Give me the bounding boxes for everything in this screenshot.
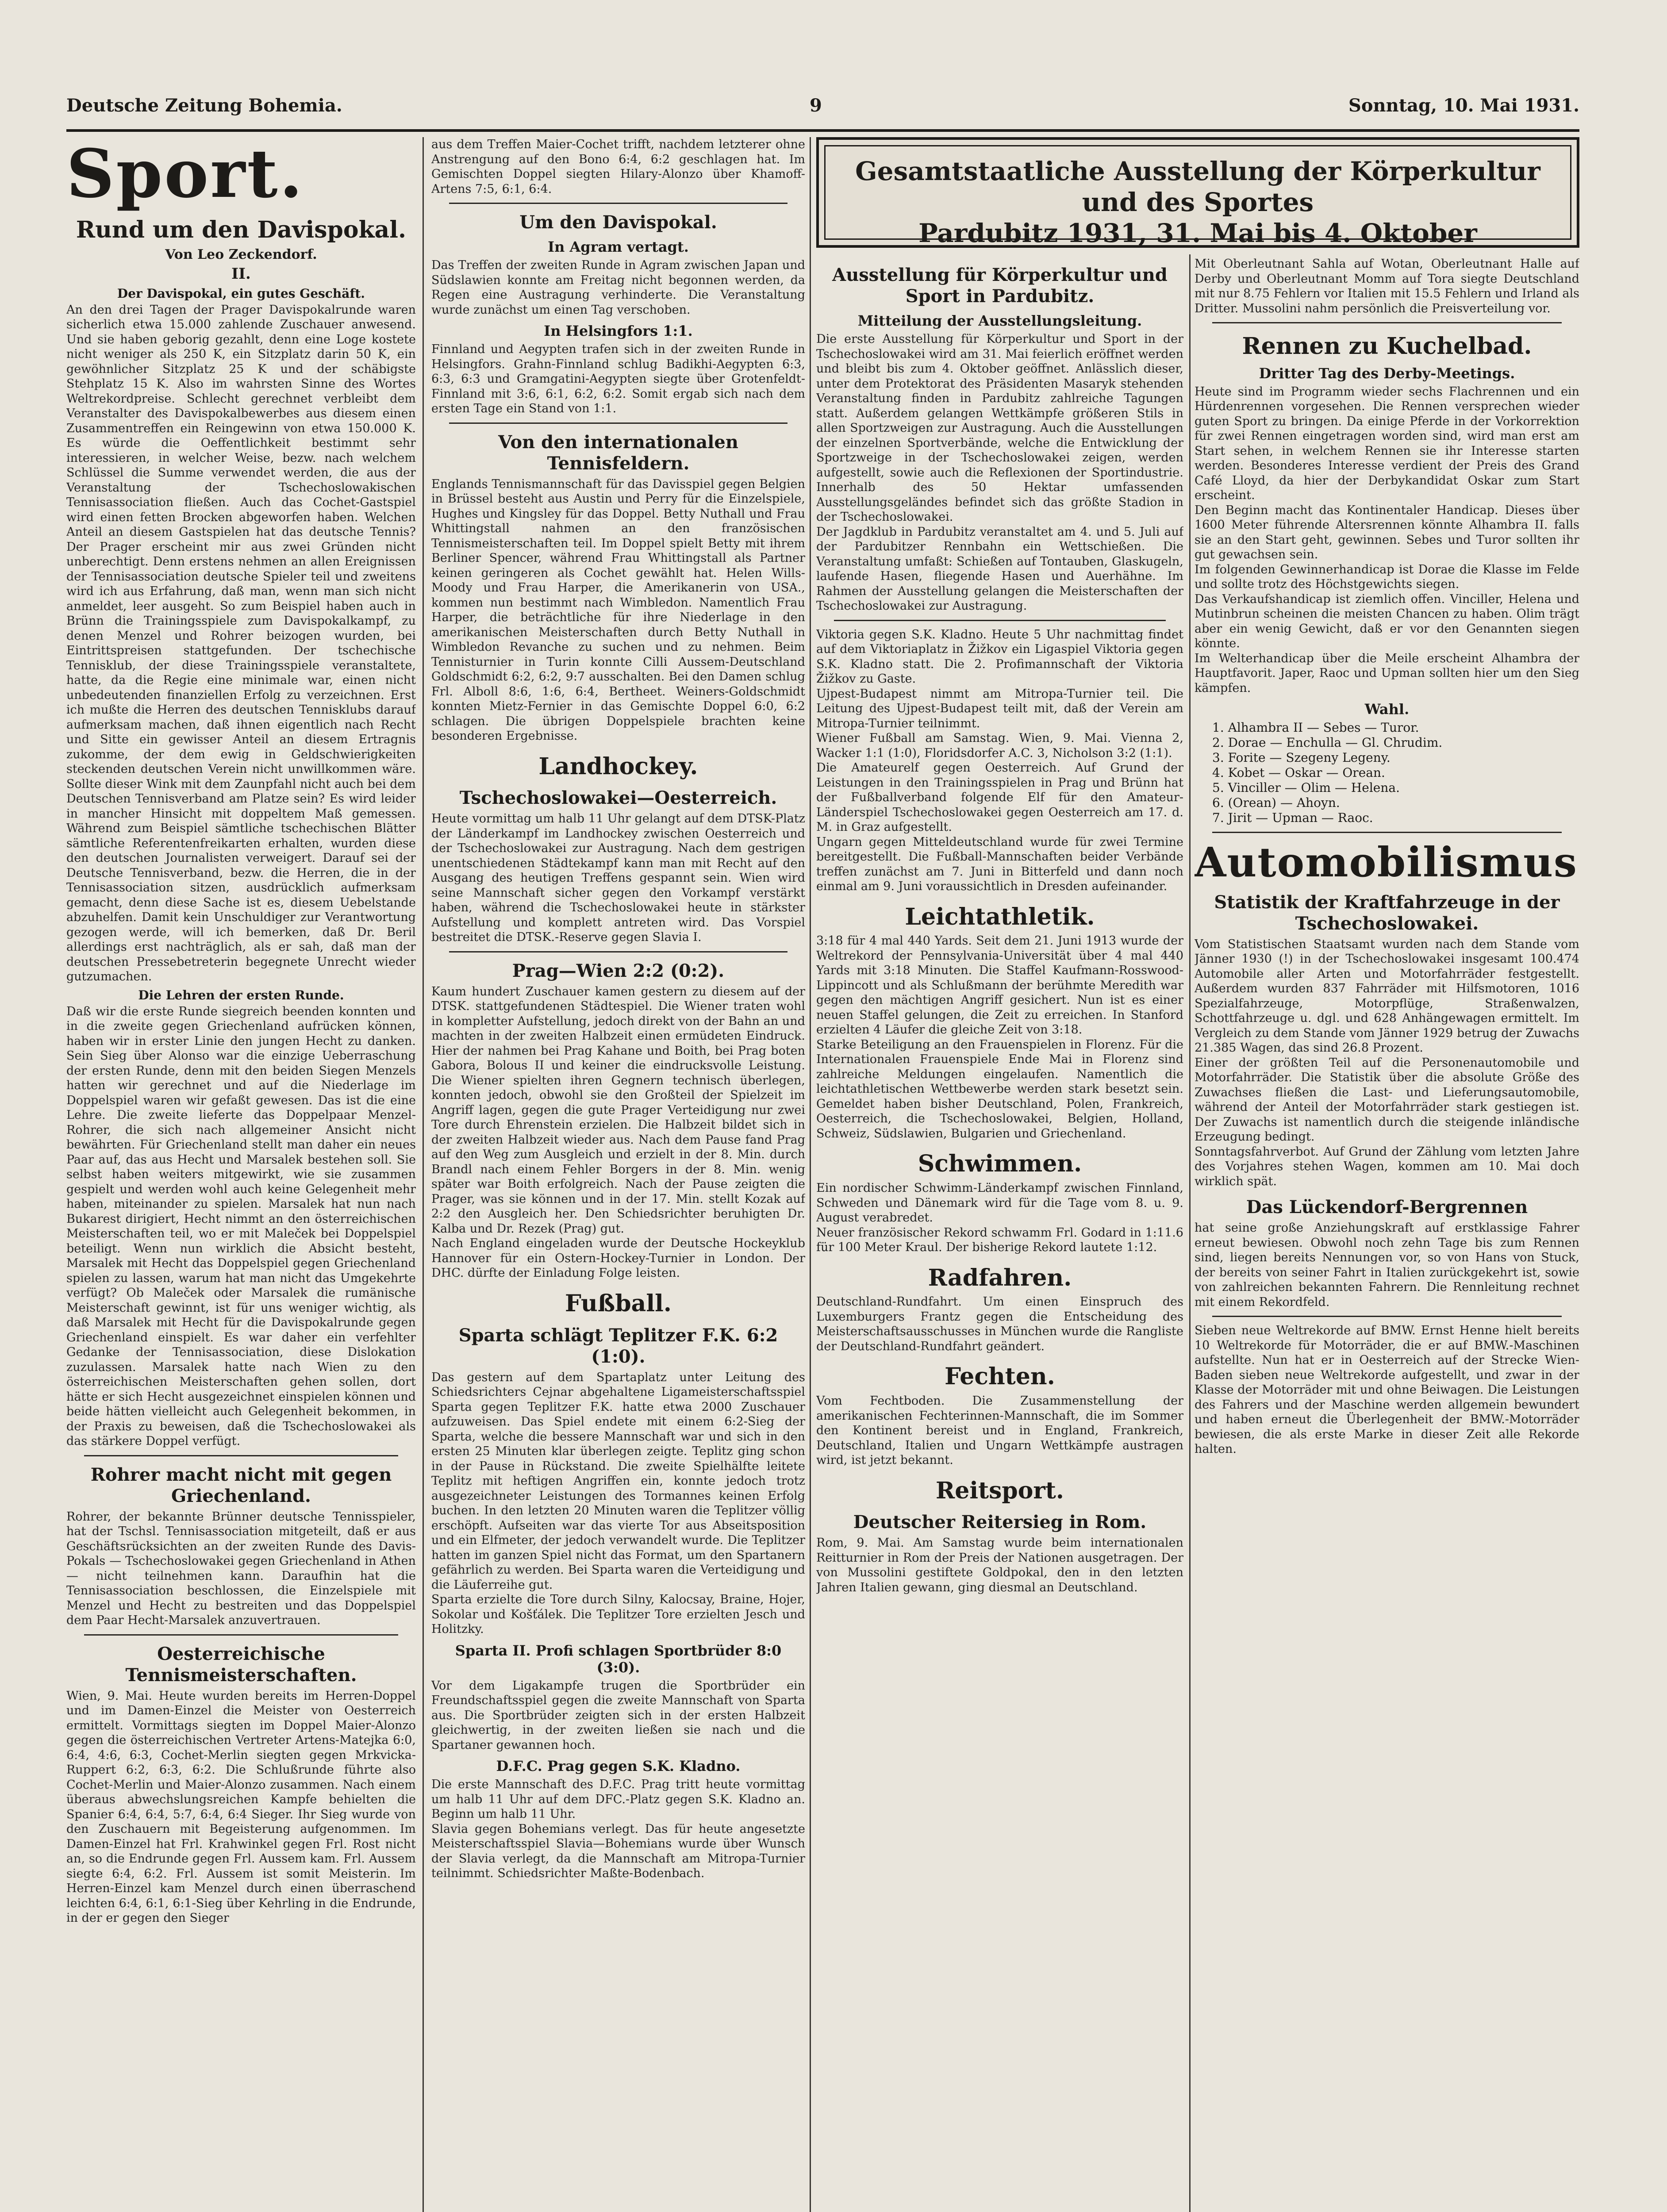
article-text: Viktoria gegen S.K. Kladno. Heute 5 Uhr nachmittag findet auf dem Viktoriaplatz in Žižkov ein Ligaspiel Viktoria gegen S.K. Kladno statt. Die 2. Profimannschaft der Viktoria Žižkov zu Gaste. xyxy=(816,627,1183,686)
article-headline: Sparta schlägt Teplitzer F.K. 6:2 (1:0). xyxy=(458,1325,778,1367)
article-text: Im folgenden Gewinnerhandicap ist Dorae die Klasse im Felde und sollte trotz des Höchstgewichts siegen. xyxy=(1195,562,1579,591)
ad-line: und des Sportes xyxy=(1082,187,1314,217)
article-text: Sonntagsfahrverbot. Auf Grund der Zählung vom letzten Jahre des Vorjahres stehen Wagen, kommen am 10. Mai doch wirklich spät. xyxy=(1195,1144,1579,1188)
article-text: Die erste Ausstellung für Körperkultur und Sport in der Tschechoslowakei wird am 31. Mai feierlich eröffnet werden und bleibt bis zum 4. Oktober geöffnet. Anlässlich dieser, unter dem Protektorat des Präsidenten Masaryk stehenden Veranstaltung finden in Pardubitz zahlreiche Tagungen statt. Außerdem gelangen Wettkämpfe größeren Stils in allen Sportzweigen zur Austragung. Auch die Ausstellungen der einzelnen Sportverbände, welche die Entwicklung der Sportzweige in der Tschechoslowakei zeigen, werden aufgestellt, sowie auch die Reflexionen der Sportindustrie. Innerhalb des 50 Hektar umfassenden Ausstellungsgeländes befindet sich das größte Stadion in der Tschechoslowakei. xyxy=(816,332,1183,524)
running-head xyxy=(66,95,1579,122)
article-text: Finnland und Aegypten trafen sich in der zweiten Runde in Helsingfors. Grahn-Finnland schlug Badikhi-Aegypten 6:3, 6:3, 6:3 und Gramgatini-Aegypten siegte über Grotenfeldt-Finnland mit 3:6, 6:1, 6:2, 6:2. Somit ergab sich nach dem ersten Tage ein Stand von 1:1. xyxy=(431,342,805,415)
article-text: Der Jagdklub in Pardubitz veranstaltet am 4. und 5. Juli auf der Pardubitzer Rennbahn ein Wettschießen. Die Veranstaltung umfaßt: Schießen auf Tontauben, Glaskugeln, laufende Hasen, fliegende Hasen und Auerhähne. Im Rahmen der Ausstellung gelangen die Meisterschaften der Tschechoslowakei zur Austragung. xyxy=(816,525,1183,613)
article-headline: Ausstellung für Körperkultur und Sport in Pardubitz. xyxy=(832,265,1168,307)
article-headline: Von den internationalen Tennisfeldern. xyxy=(498,431,738,474)
race-pick: 5. Vinciller — Olim — Helena. xyxy=(1212,780,1400,795)
byline: Von Leo Zeckendorf. xyxy=(165,246,317,262)
article-text: Rohrer, der bekannte Brünner deutsche Tennisspieler, hat der Tschsl. Tennisassociation mitgeteilt, daß er aus Geschäftsrücksichten an der zweiten Runde des Davis-Pokals — Tschechoslowakei gegen Griechenland in Athen — nicht teilnehmen kann. Daraufhin hat die Tennisassociation beschlossen, die Einzelspiele mit Menzel und Hecht zu bestreiten und das Doppelspiel dem Paar Hecht-Marsalek anzuvertrauen. xyxy=(66,1509,416,1628)
article-text: Slavia gegen Bohemians verlegt. Das für heute angesetzte Meisterschaftsspiel Slavia—Bohemians wurde über Wunsch der Slavia verlegt, da die Mannschaft am Mitropa-Turnier teilnimmt. Schiedsrichter Maßte-Bodenbach. xyxy=(431,1822,805,1881)
column-sport-4 xyxy=(1195,257,1579,2212)
separator xyxy=(834,620,1166,621)
article-text: An den drei Tagen der Prager Davispokalrunde waren sicherlich etwa 15.000 zahlende Zuschauer anwesend. Und sie haben geborig gezahlt, denn eine Loge kostete nicht weniger als 250 K, ein Sitzplatz darin 50 K, ein gewöhnlicher Sitzplatz 25 K und der schäbigste Stehplatz 15 K. Also im wahrsten Sinne des Wortes Weltrekordpreise. Schlecht gerechnet verbleibt dem Veranstalter des Davispokalbewerbes aus diesem einen Zusammentreffen ein Reingewinn von etwa 150.000 K. Es würde die Oeffentlichkeit bestimmt sehr interessieren, in welcher Weise, bezw. nach welchem Schlüssel die Summe verwendet werden, die aus der Veranstaltung der Tschechoslowakischen Tennisassociation fließen. Auch das Cochet-Gastspiel wird einen fetten Brocken abgeworfen haben. Welchen Anteil an diesem Gastspielen hat das deutsche Tennis? Der Prager erscheint mir aus zwei Gründen nicht unberechtigt. Denn erstens nehmen an allen Ereignissen der Tennisassociation deutsche Spieler teil und zweitens wird ich aus Erfahrung, daß man, wenn man sich nicht anmeldet, leer ausgeht. So zum Beispiel haben auch in Brünn die Trainingsspiele zum Davispokalkampf, zu denen Menzel und Rohrer beizogen wurden, bei Eintrittspreisen stattgefunden. Der tschechische Tennisklub, der diese Trainingsspiele veranstaltete, hatte, da die Regie eine minimale war, einen nicht unbedeutenden finanziellen Erfolg zu verzeichnen. Erst ich mußte die Herren des deutschen Tennisklubs darauf aufmerksam machen, daß ihnen eigentlich nach Recht und Sitte ein gewisser Anteil an diesem Ertragnis zukomme, der dem ewig in Geldschwierigkeiten steckenden deutschen Verein nicht unwillkommen wäre. Sollte dieser Wink mit dem Zaunpfahl nicht auch bei dem Deutschen Tennisverband am Platze sein? Es wird leider in mancher Hinsicht mit doppeltem Maß gemessen. Während zum Beispiel sämtliche tschechischen Blätter sämtliche Referentenfreikarten erhalten, wurden diese den deutschen Journalisten verweigert. Darauf sei der Deutsche Tennisverband, bezw. die Herren, die in der Tennisassociation sitzen, ausdrücklich aufmerksam gemacht, denn diese Sache ist es, diesem Uebelstande abzuhelfen. Damit kein Unschuldiger zur Verantwortung gezogen werde, will ich bemerken, daß Dr. Beril allerdings erst nachträglich, als er sah, daß man der deutschen Pressebetreterin begegnete Unrecht wieder gutzumachen. xyxy=(66,303,416,984)
picks-heading: Wahl. xyxy=(1364,701,1410,718)
separator xyxy=(1212,322,1562,323)
column-divider xyxy=(810,137,811,2212)
newspaper-name: Deutsche Zeitung Bohemia. xyxy=(66,95,342,116)
article-text: Das Verkaufshandicap ist ziemlich offen. Vinciller, Helena und Mutinbrun scheinen die meisten Chancen zu haben. Olim trägt aber ein wenig Gewicht, daß er vor den Genannten siegen könnte. xyxy=(1195,592,1579,651)
separator xyxy=(84,1634,398,1636)
article-text: Vom Statistischen Staatsamt wurden nach dem Stande vom Jänner 1930 (!) in der Tschechoslowakei insgesamt 100.474 Automobile aller Arten und Motorfahrräder festgestellt. Außerdem wurden 837 Fahrräder mit Hilfsmotoren, 1016 Spezialfahrzeuge, Motorpflüge, Straßenwalzen, Schottfahrzeuge u. dgl. und 628 Anhängewagen ermittelt. Im Vergleich zu dem Stande vom Jänner 1929 betrug der Zuwachs 21.385 Wagen, das sind 26.8 Prozent. xyxy=(1195,937,1579,1055)
ad-inner-frame xyxy=(824,145,1571,248)
article-text: Wiener Fußball am Samstag. Wien, 9. Mai. Vienna 2, Wacker 1:1 (1:0), Floridsdorfer A.C. 3, Nicholson 3:2 (1:1). xyxy=(816,731,1183,760)
article-headline: Statistik der Kraftfahrzeuge in der Tschechoslowakei. xyxy=(1214,891,1560,934)
race-pick: 6. (Orean) — Ahoyn. xyxy=(1212,795,1340,810)
article-text: Die Amateurelf gegen Oesterreich. Auf Grund der Leistungen in den Trainingsspielen in Prag und Brünn hat der Fußballverband folgende Elf für den Amateur-Länderspiel Tschechoslowakei gegen Oesterreich am 17. d. M. in Graz aufgestellt. xyxy=(816,761,1183,834)
race-pick: 2. Dorae — Enchulla — Gl. Chrudim. xyxy=(1212,735,1443,750)
article-text: Vor dem Ligakampfe trugen die Sportbrüder ein Freundschaftsspiel gegen die zweite Mannschaft von Sparta aus. Die Sportbrüder zeigten sich in der ersten Halbzeit gleichwertig, in der zweiten ließen sie nach und die Spartaner gewannen hoch. xyxy=(431,1678,805,1752)
article-text: Das Treffen der zweiten Runde in Agram zwischen Japan und Südslawien konnte am Freitag nicht begonnen werden, da Regen eine Austragung verhinderte. Die Veranstaltung wurde zunächst um einen Tag verschoben. xyxy=(431,258,805,317)
column-divider xyxy=(1189,254,1191,2212)
separator xyxy=(1212,1316,1562,1317)
section-heading-fechten: Fechten. xyxy=(945,1363,1055,1390)
section-title-automobilismus: Automobilismus xyxy=(1195,838,1578,887)
article-subheading: D.F.C. Prag gegen S.K. Kladno. xyxy=(496,1758,741,1775)
ad-line: Pardubitz 1931, 31. Mai bis 4. Oktober xyxy=(918,218,1477,248)
article-text: Ein nordischer Schwimm-Länderkampf zwischen Finnland, Schweden und Dänemark wird für die Tage vom 8. u. 9. August verabredet. xyxy=(816,1181,1183,1225)
article-text: Ungarn gegen Mitteldeutschland wurde für zwei Termine bereitgestellt. Die Fußball-Mannschaften beider Verbände treffen zunächst am 7. Juni in Bitterfeld und dann noch einmal am 9. Juni voraussichtlich in Dresden aufeinander. xyxy=(816,835,1183,893)
article-text: Das gestern auf dem Spartaplatz unter Leitung des Schiedsrichters Cejnar abgehaltene Ligameisterschaftsspiel Sparta gegen Teplitzer F.K. hatte etwa 2000 Zuschauer aufzuweisen. Das Spiel endete mit einem 6:2-Sieg der Sparta, welche die bessere Mannschaft war und sich in den ersten 25 Minuten klar überlegen zeigte. Teplitz ging schon in der Pause in Rückstand. Die zweite Spielhälfte leitete Teplitz mit heftigen Angriffen ein, konnte jedoch trotz ausgezeichneter Leistungen des Tormannes keinen Erfolg buchen. In den letzten 20 Minuten waren die Teplitzer völlig erschöpft. Aufseiten war das vierte Tor aus Abseitsposition und ein Elfmeter, der jedoch verwandelt wurde. Die Teplitzer hatten im ganzen Spiel nicht das Format, um den Spartanern gefährlich zu werden. Bei Sparta waren die Verteidigung und die Läuferreihe gut. xyxy=(431,1370,805,1592)
article-headline: Oesterreichische Tennismeisterschaften. xyxy=(125,1643,357,1686)
article-text: Sparta erzielte die Tore durch Silny, Kalocsay, Braine, Hojer, Sokolar und Košťálek. Die Teplitzer Tore erzielten Jesch und Holitzky. xyxy=(431,1593,805,1636)
article-text: Rom, 9. Mai. Am Samstag wurde beim internationalen Reitturnier in Rom der Preis der Nationen ausgetragen. Der von Mussolini gestiftete Goldpokal, den in den letzten Jahren Italien gewann, ging diesmal an Deutschland. xyxy=(816,1536,1183,1594)
article-headline: Rennen zu Kuchelbad. xyxy=(1242,333,1532,360)
article-text: Heute vormittag um halb 11 Uhr gelangt auf dem DTSK-Platz der Länderkampf im Landhockey zwischen Oesterreich und der Tschechoslowakei zur Austragung. Nach dem gestrigen unentschiedenen Städtekampf kann man mit Recht auf den Ausgang des heutigen Treffens gespannt sein. Wien wird seine Mannschaft sicher gegen den Vorkampf verstärkt haben, während die Tschechoslowakei heute in stärkster Aufstellung und komplett antreten wird. Das Vorspiel bestreitet die DTSK.-Reserve gegen Slavia I. xyxy=(431,812,805,945)
top-rule xyxy=(66,129,1579,132)
issue-date: Sonntag, 10. Mai 1931. xyxy=(1348,95,1579,116)
article-text: Starke Beteiligung an den Frauenspielen in Florenz. Für die Internationalen Frauenspiele Ende Mai in Florenz sind zahlreiche Meldungen eingelaufen. Namentlich die leichtathletischen Wettbewerbe werden stark besetzt sein. Gemeldet haben bisher Deutschland, Polen, Frankreich, Oesterreich, die Tschechoslowakei, Belgien, Holland, Schweiz, Südslawien, Bulgarien und Griechenland. xyxy=(816,1037,1183,1141)
section-heading-landhockey: Landhockey. xyxy=(538,753,698,780)
section-heading-leichtathletik: Leichtathletik. xyxy=(905,903,1095,930)
article-text: Heute sind im Programm wieder sechs Flachrennen und ein Hürdenrennen vorgesehen. Die Rennen versprechen wieder guten Sport zu bringen. Da einige Pferde in der Vorkorrektion für zwei Rennen eingetragen worden sind, wird man erst am Start sehen, in welchem Rennen sie ihr Interesse starten werden. Besonderes Interesse verdient der Preis des Grand Café Lloyd, da hier der Derbykandidat Oskar zum Start erscheint. xyxy=(1195,384,1579,503)
article-subheading: Dritter Tag des Derby-Meetings. xyxy=(1259,365,1515,382)
article-text: Vom Fechtboden. Die Zusammenstellung der amerikanischen Fechterinnen-Mannschaft, die im Sommer den Kontinent bereist und in England, Frankreich, Deutschland, Italien und Ungarn Wettkämpfe austragen wird, ist jetzt bekannt. xyxy=(816,1394,1183,1467)
article-text: Deutschland-Rundfahrt. Um einen Einspruch des Luxemburgers Frantz gegen die Entscheidung des Meisterschaftsausschusses in München wurde die Rangliste der Deutschland-Rundfahrt geändert. xyxy=(816,1295,1183,1353)
section-heading-fussball: Fußball. xyxy=(565,1290,672,1317)
ad-line: Gesamtstaatliche Ausstellung der Körperkultur xyxy=(855,156,1540,186)
article-text: aus dem Treffen Maier-Cochet trifft, nachdem letzterer ohne Anstrengung auf den Bono 6:4, 6:2 geschlagen hat. Im Gemischten Doppel siegten Hilary-Alonzo über Khamoff-Artens 7:5, 6:1, 6:4. xyxy=(431,138,805,196)
article-headline: Um den Davispokal. xyxy=(519,212,717,233)
article-text: Daß wir die erste Runde siegreich beenden konnten und in die zweite gegen Griechenland aufrücken können, haben wir in erster Linie den jungen Hecht zu danken. Sein Sieg über Alonso war die einzige Ueberraschung der ersten Runde, denn mit den beiden Siegen Menzels hatten wir gerechnet und auf die Niederlage im Doppelspiel waren wir gefaßt gewesen. Das ist die eine Lehre. Die zweite lieferte das Doppelpaar Menzel-Rohrer, die sich nach allgemeiner Ansicht nicht bewährten. Für Griechenland stellt man daher ein neues Paar auf, das aus Hecht und Marsalek bestehen soll. Sie selbst haben weiters mitgewirkt, wie sie zusammen gespielt und werden wohl auch keine Gelegenheit mehr haben, miteinander zu spielen. Marsalek hat nun nach Bukarest dirigiert, Hecht nimmt an den österreichischen Meisterschaften teil, wo er mit Maleček bei Doppelspiel beteiligt. Wenn nun wirklich die Absicht besteht, Marsalek mit Hecht das Doppelspiel gegen Griechenland spielen zu lassen, warum hat man nicht das Umgekehrte verfügt? Ob Maleček oder Marsalek die rumänische Meisterschaft gewinnt, ist für uns weniger wichtig, als daß Marsalek mit Hecht für die Davispokalrunde gegen Griechenland einspielt. Es war daher ein verfehlter Gedanke der Tennisassociation, diese Dislokation zuzulassen. Marsalek hatte nach Wien zu den österreichischen Meisterschaften gehen sollen, dort hätte er sich Hecht ausgezeichnet einspielen können und beide hätten vielleicht auch Gelegenheit bekommen, in der Praxis zu beweisen, daß die Tschechoslowakei als das stärkere Doppel verfügt. xyxy=(66,1004,416,1448)
article-subheading: Der Davispokal, ein gutes Geschäft. xyxy=(117,286,365,301)
race-pick: 7. Jirit — Upman — Raoc. xyxy=(1212,810,1373,826)
article-headline: Rohrer macht nicht mit gegen Griechenland. xyxy=(90,1464,392,1506)
section-heading-radfahren: Radfahren. xyxy=(928,1264,1072,1291)
column-divider xyxy=(423,137,424,2212)
race-picks-list xyxy=(1212,720,1579,826)
race-pick: 1. Alhambra II — Sebes — Turor. xyxy=(1212,720,1419,735)
column-sport-3 xyxy=(816,257,1183,2212)
article-text: Ujpest-Budapest nimmt am Mitropa-Turnier teil. Die Leitung des Ujpest-Budapest teilt mit, daß der Verein am Mitropa-Turnier teilnimmt. xyxy=(816,687,1183,730)
column-sport-2 xyxy=(431,137,805,2212)
article-text: Mit Oberleutnant Sahla auf Wotan, Oberleutnant Halle auf Derby und Oberleutnant Momm auf Tora siegte Deutschland mit nur 8.75 Fehlern vor Italien mit 15.5 Fehlern und Irland als Dritter. Mussolini nahm persönlich die Preisverteilung vor. xyxy=(1195,257,1579,315)
article-headline: Deutscher Reitersieg in Rom. xyxy=(853,1512,1147,1533)
separator xyxy=(449,203,787,204)
article-text: Wien, 9. Mai. Heute wurden bereits im Herren-Doppel und im Damen-Einzel die Meister von Oesterreich ermittelt. Vormittags siegten im Doppel Maier-Alonzo gegen die österreichischen Vertreter Artens-Matejka 6:0, 6:4, 4:6, 6:3, Cochet-Merlin siegten gegen Mrkvicka-Ruppert 6:2, 6:3, 6:2. Die Schlußrunde führte also Cochet-Merlin und Maier-Alonzo zusammen. Nach einem überaus abwechslungsreichen Kampfe behielten die Spanier 6:4, 6:4, 5:7, 6:4, 6:4 Sieger. Ihr Sieg wurde von den Zuschauern mit Begeisterung aufgenommen. Im Damen-Einzel hat Frl. Krahwinkel gegen Frl. Rost nicht an, so die Endrunde gegen Frl. Aussem kam. Frl. Aussem siegte 6:4, 6:2. Frl. Aussem ist somit Meisterin. Im Herren-Einzel kam Menzel durch einen überraschend leichten 6:4, 6:1, 6:1-Sieg über Kehrling in die Endrunde, in der er gegen den Sieger xyxy=(66,1689,416,1925)
article-headline: Rund um den Davispokal. xyxy=(76,216,407,243)
race-pick: 4. Kobet — Oskar — Orean. xyxy=(1212,765,1385,780)
article-subheading: In Agram vertagt. xyxy=(548,238,689,255)
article-subheading: Sparta II. Profi schlagen Sportbrüder 8:0 (3:0). xyxy=(455,1642,782,1676)
article-subheading: In Helsingfors 1:1. xyxy=(544,323,693,339)
exhibition-advertisement xyxy=(816,137,1579,248)
separator xyxy=(1212,832,1562,833)
part-number: II. xyxy=(231,265,251,283)
article-headline: Tschechoslowakei—Oesterreich. xyxy=(459,787,777,809)
article-text: Einer der größten Teil auf die Personenautomobile und Motorfahrräder. Die Statistik über die absolute Größe des Zuwachses fließen die Last- und Lieferungsautomobile, während der Anteil der Motorfahrräder stark gestiegen ist. Der Zuwachs ist namentlich durch die steigende inländische Erzeugung bedingt. xyxy=(1195,1056,1579,1144)
column-sport-1 xyxy=(66,137,416,2212)
race-pick: 3. Forite — Szegeny Legeny. xyxy=(1212,750,1390,765)
article-headline: Das Lückendorf-Bergrennen xyxy=(1246,1197,1528,1218)
article-text: Die erste Mannschaft des D.F.C. Prag tritt heute vormittag um halb 11 Uhr auf dem DFC.-Platz gegen S.K. Kladno an. Beginn um halb 11 Uhr. xyxy=(431,1778,805,1821)
article-subheading: Die Lehren der ersten Runde. xyxy=(138,987,344,1002)
section-heading-reitsport: Reitsport. xyxy=(936,1477,1064,1504)
article-text: 3:18 für 4 mal 440 Yards. Seit dem 21. Juni 1913 wurde der Weltrekord der Pennsylvania-Universität über 4 mal 440 Yards mit 3:18 Minuten. Die Staffel Kaufmann-Rosswood-Lippincott und als Schlußmann der berühmte Meredith war gegen den mächtigen Angriff gesichert. Nun ist es einer neuen Staffel gelungen, die Zeit zu erreichen. In Stanford erzielten 4 Läufer die gleiche Zeit von 3:18. xyxy=(816,934,1183,1037)
separator xyxy=(449,422,787,424)
separator xyxy=(449,951,787,952)
article-text: Den Beginn macht das Kontinentaler Handicap. Dieses über 1600 Meter führende Altersrennen könnte Alhambra II. falls sie an den Start geht, gewinnen. Sebes und Turor sollten ihr gut gewachsen sein. xyxy=(1195,503,1579,562)
article-text: Im Welterhandicap über die Meile erscheint Alhambra der Hauptfavorit. Japer, Raoc und Upman sollten hier um den Sieg kämpfen. xyxy=(1195,651,1579,695)
section-heading-schwimmen: Schwimmen. xyxy=(918,1150,1082,1178)
separator xyxy=(84,1455,398,1456)
article-subheading: Mitteilung der Ausstellungsleitung. xyxy=(857,312,1142,329)
article-text: Sieben neue Weltrekorde auf BMW. Ernst Henne hielt bereits 10 Weltrekorde für Motorräder, die er auf BMW.-Maschinen aufstellte. Nun hat er in Oesterreich auf der Strecke Wien-Baden sieben neue Weltrekorde aufgestellt, und zwar in der Klasse der Motorräder mit und ohne Beiwagen. Die Leistungen des Fahrers und der Maschine werden allgemein bewundert und haben erneut die Überlegenheit der BMW.-Motorräder bewiesen, die als erste Marke in dieser Zeit alle Rekorde halten. xyxy=(1195,1324,1579,1456)
page-number: 9 xyxy=(810,95,822,116)
article-text: Neuer französischer Rekord schwamm Frl. Godard in 1:11.6 für 100 Meter Kraul. Der bisherige Rekord lautete 1:12. xyxy=(816,1225,1183,1255)
article-text: Nach England eingeladen wurde der Deutsche Hockeyklub Hannover für ein Ostern-Hockey-Turnier in London. Der DHC. dürfte der Einladung Folge leisten. xyxy=(431,1237,805,1280)
article-text: Kaum hundert Zuschauer kamen gestern zu diesem auf der DTSK. stattgefundenen Städtespiel. Die Wiener traten wohl in kompletter Aufstellung, jedoch direkt von der Bahn an und machten in der zweiten Halbzeit einen ermüdeten Eindruck. Hier der nahmen bei Prag Kahane und Boith, bei Prag boten Gabora, Bolous II und keiner die eindrucksvolle Leistung. Die Wiener spielten ihren Gegnern technisch überlegen, konnten jedoch, obwohl sie den Großteil der Spielzeit im Angriff lagen, gegen die gute Prager Verteidigung nur zwei Tore durch Ehrenstein erzielen. Die Halbzeit bildet sich in der zweiten Halbzeit wieder aus. Nach dem Pause fand Prag auf den Weg zum Ausgleich und erzielt in der 8. Min. durch Brandl nach einem Fehler Borgers in der 8. Min. wenig später war Boith erfolgreich. Nach der Pause zeigten die Prager, was sie können und in der 17. Min. stellt Kozak auf 2:2 den Ausgleich her. Den Schiedsrichter beruhigten Dr. Kalba und Dr. Rezek (Prag) gut. xyxy=(431,984,805,1236)
article-headline: Prag—Wien 2:2 (0:2). xyxy=(512,960,725,981)
section-title-sport: Sport. xyxy=(66,137,304,213)
article-text: Englands Tennismannschaft für das Davisspiel gegen Belgien in Brüssel besteht aus Austin und Perry für die Einzelspiele, Hughes und Kingsley für das Doppel. Betty Nuthall und Frau Whittingstall nahmen an den französischen Tennismeisterschaften teil. Im Doppel spielt Betty mit ihrem Berliner Spencer, während Frau Whittingstall als Partner keinen geringeren als Cochet gewählt hat. Helen Wills-Moody und Frau Harper, die Amerikanerin von USA., kommen nun bestimmt nach Wimbledon. Namentlich Frau Harper, die beträchtliche für ihre Niederlage in den amerikanischen Meisterschaften durch Betty Nuthall in Wimbledon Revanche zu suchen und zu nehmen. Beim Tennisturnier in Turin konnte Cilli Aussem-Deutschland Goldschmidt 6:2, 6:2, 9:7 ausschalten. Bei den Damen schlug Frl. Alboll 8:6, 1:6, 6:4, Bertheet. Weiners-Goldschmidt konnten Mietz-Fernier in das Gemischte Doppel 6:0, 6:2 schlagen. Die übrigen Doppelspiele brachten keine besonderen Ergebnisse. xyxy=(431,477,805,743)
article-text: hat seine große Anziehungskraft auf erstklassige Fahrer erneut bewiesen. Obwohl noch zehn Tage bis zum Rennen sind, liegen bereits Nennungen vor, so von Hans von Stuck, der bereits von seiner Fahrt in Italien zurückgekehrt ist, sowie von zahlreichen bekannten Fahrern. Die Rennleitung rechnet mit einem Rekordfeld. xyxy=(1195,1221,1579,1309)
